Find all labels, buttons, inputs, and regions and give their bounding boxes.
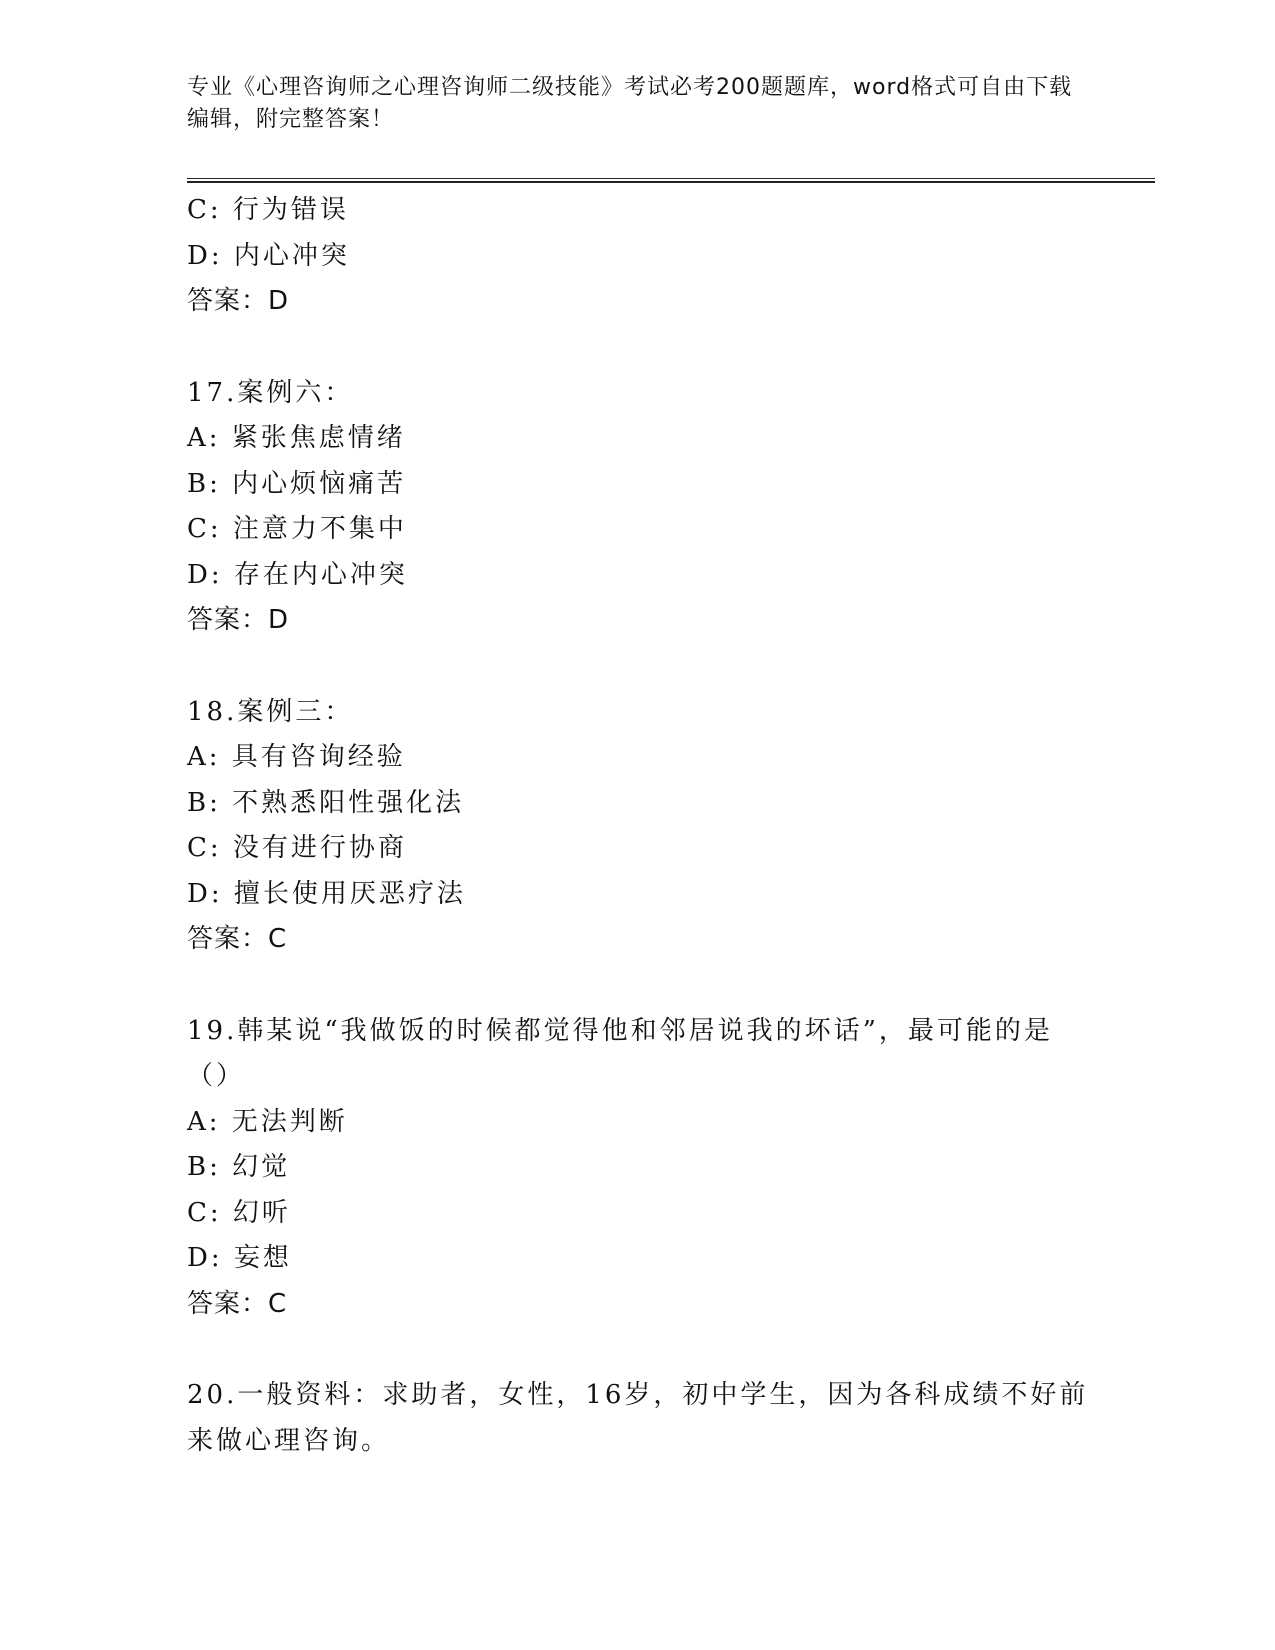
option-b: B: 幻觉 [187,1152,291,1182]
page-header-text: 专业《心理咨询师之心理咨询师二级技能》考试必考200题题库，word格式可自由下载编辑，附完整答案！ [187,75,1073,132]
header-divider-top [187,178,1155,179]
option-d: D: 妄想 [187,1243,292,1273]
option-b: B: 不熟悉阳性强化法 [187,787,465,818]
spacer [187,644,1087,690]
option-d: D: 擅长使用厌恶疗法 [187,878,466,909]
question-list [187,188,1087,1464]
question-block-18 [187,690,1087,963]
option-b: B: 内心烦恼痛苦 [187,468,407,499]
option-d: D: 存在内心冲突 [187,559,408,590]
question-title: 17.案例六： [187,377,354,408]
question-title: 18.案例三： [187,696,354,727]
option-a: A: 无法判断 [187,1106,348,1137]
question-title-line1: 19.韩某说“我做饭的时候都觉得他和邻居说我的坏话”，最可能的是 [187,1015,1053,1046]
answer-line: 答案：D [187,286,290,316]
option-c: C: 幻听 [187,1197,291,1228]
answer-line: 答案：C [187,924,288,954]
option-c: C: 行为错误 [187,195,349,225]
answer-line: 答案：D [187,605,290,635]
question-title-line2: 来做心理咨询。 [187,1425,391,1456]
spacer [187,1327,1087,1373]
question-title-line2: （） [187,1061,246,1091]
option-d: D: 内心冲突 [187,240,350,271]
option-a: A: 紧张焦虑情绪 [187,423,406,453]
option-a: A: 具有咨询经验 [187,742,406,772]
question-block-previous [187,188,1087,325]
question-title-line1: 20.一般资料：求助者，女性，16岁，初中学生，因为各科成绩不好前 [187,1380,1089,1410]
spacer [187,325,1087,371]
answer-line: 答案：C [187,1288,288,1319]
option-c: C: 注意力不集中 [187,514,407,544]
header-divider-bottom [187,181,1155,183]
page-header [187,72,1087,136]
question-block-20 [187,1373,1087,1464]
option-c: C: 没有进行协商 [187,833,407,863]
spacer [187,963,1087,1009]
question-block-17 [187,371,1087,644]
question-block-19 [187,1009,1087,1328]
